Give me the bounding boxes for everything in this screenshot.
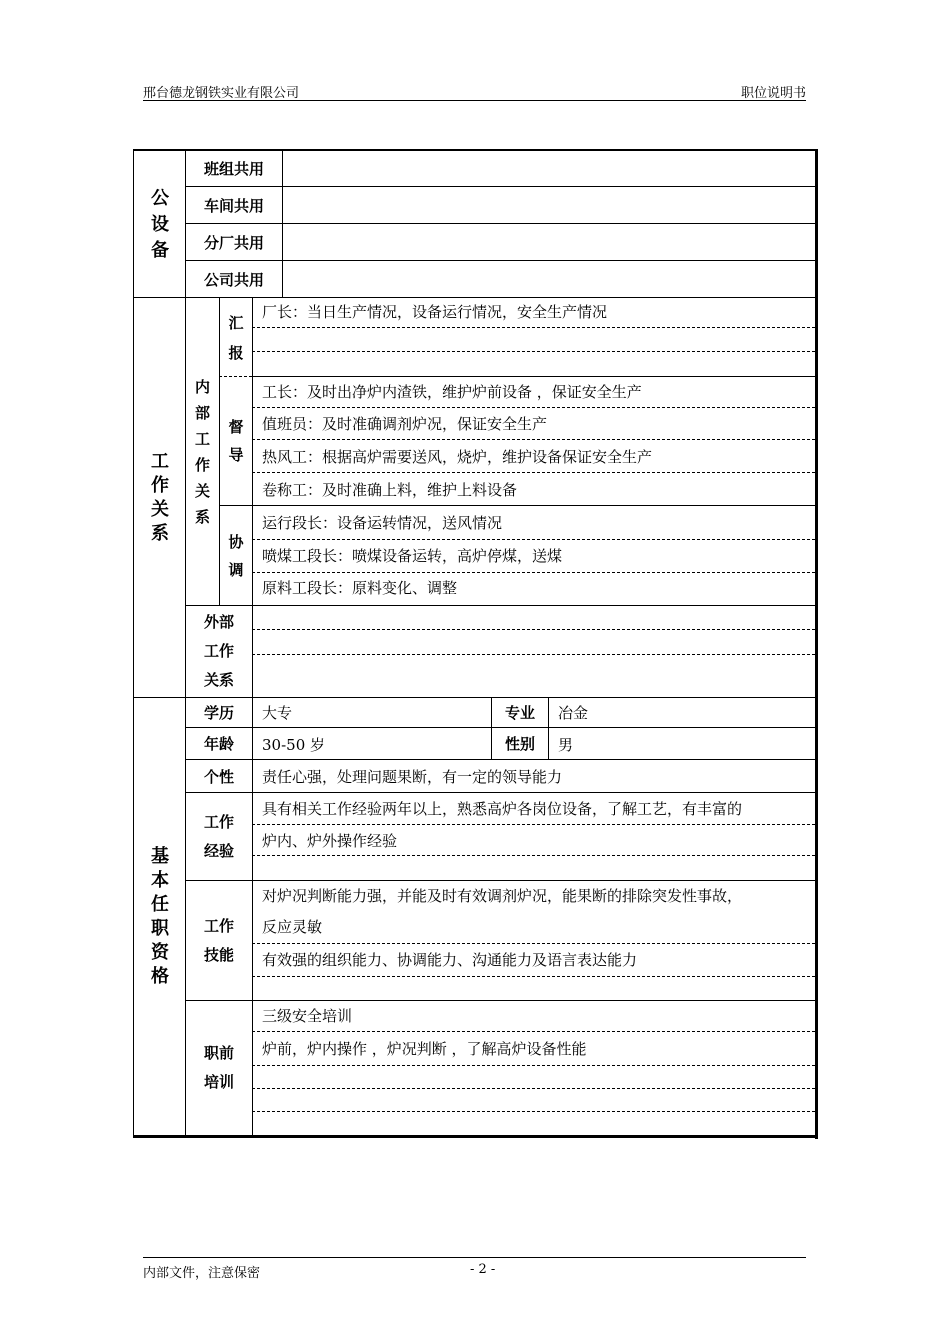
supervise-line-2: 值班员：及时准确调剂炉况，保证安全生产 [262,415,548,433]
document-type: 职位说明书 [740,86,806,101]
major-value: 冶金 [558,704,589,722]
experience-line-2: 炉内、炉外操作经验 [262,832,398,850]
dashed-line [252,943,815,944]
skills-line-2: 反应灵敏 [262,918,323,936]
dashed-line [252,629,815,630]
dashed-line [252,824,815,825]
page-header [143,82,806,101]
dashed-line [252,855,815,856]
footer-note: 内部文件，注意保密 [143,1266,261,1281]
internal-relations-label: 内 部 工 作 关 系 [194,378,210,526]
table-right-border [815,149,818,1139]
page-number: - 2 - [470,1262,496,1277]
work-relations-title: 工 作 关 系 [151,451,169,544]
report-line-1: 厂长：当日生产情况，设备运行情况，安全生产情况 [262,303,608,321]
company-name: 邢台德龙钢铁实业有限公司 [143,86,300,101]
dashed-line [252,572,815,573]
dashed-line [252,1088,815,1089]
dashed-line [252,654,815,655]
row-line [185,880,815,881]
equipment-row-company: 公司共用 [203,271,264,289]
skills-line-3: 有效强的组织能力、协调能力、沟通能力及语言表达能力 [262,951,638,969]
dashed-line [252,351,815,352]
report-label: 汇 报 [228,313,244,362]
row-line [252,376,815,377]
equipment-section-title: 公 设 备 [151,187,169,261]
training-label: 职前 培训 [203,1044,234,1091]
footer-rule [143,1257,806,1258]
row-line [185,1000,815,1001]
external-relations-label: 外部 工作 关系 [203,613,234,689]
coordinate-line-2: 喷煤工段长：喷煤设备运转，高炉停煤，送煤 [262,547,563,565]
skills-label: 工作 技能 [203,916,234,964]
supervise-line-3: 热风工：根据高炉需要送风，烧炉，维护设备保证安全生产 [262,448,653,466]
equipment-row-workshop: 车间共用 [203,196,264,215]
row-line [185,605,815,606]
dashed-line [252,472,815,473]
training-line-1: 三级安全培训 [262,1007,353,1025]
row-line [219,505,815,506]
equipment-row-team: 班组共用 [203,160,264,178]
gender-value: 男 [558,736,574,754]
supervise-line-1: 工长：及时出净炉内渣铁，维护炉前设备 ，保证安全生产 [262,383,642,401]
col-divider-mid2 [548,697,549,759]
training-line-2: 炉前，炉内操作 ，炉况判断 ，了解高炉设备性能 [262,1040,587,1058]
personality-value: 责任心强，处理问题果断，有一定的领导能力 [262,768,563,786]
coordinate-label: 协 调 [228,532,244,579]
dashed-line [252,1065,815,1066]
dashed-line [252,539,815,540]
coordinate-line-1: 运行段长：设备运转情况，送风情况 [262,514,503,532]
section-line [133,297,815,298]
personality-label: 个性 [203,767,234,786]
row-line [185,792,815,793]
age-value: 30-50 岁 [262,736,326,754]
dashed-line [252,1031,815,1032]
dashed-line [252,976,815,977]
major-label: 专业 [504,704,535,722]
coordinate-line-3: 原料工段长：原料变化、调整 [262,579,458,597]
dashed-line [252,407,815,408]
qualifications-title: 基 本 任 职 资 格 [151,845,169,987]
table-bottom-border [133,1135,818,1138]
age-label: 年龄 [203,735,234,753]
dashed-line [252,439,815,440]
supervise-label: 督 导 [228,418,244,464]
experience-line-1: 具有相关工作经验两年以上，熟悉高炉各岗位设备，了解工艺，有丰富的 [262,800,743,818]
skills-line-1: 对炉况判断能力强，并能及时有效调剂炉况，能果断的排除突发性事故， [262,887,743,905]
gender-label: 性别 [504,735,535,753]
dashed-line [252,1111,815,1112]
dashed-line [252,327,815,328]
supervise-line-4: 卷称工：及时准确上料，维护上料设备 [262,481,518,499]
education-value: 大专 [262,704,293,722]
education-label: 学历 [203,704,234,722]
row-line [185,759,815,760]
experience-label: 工作 经验 [203,812,234,860]
col-divider-content [252,298,253,1137]
equipment-row-branch: 分厂共用 [203,233,264,252]
